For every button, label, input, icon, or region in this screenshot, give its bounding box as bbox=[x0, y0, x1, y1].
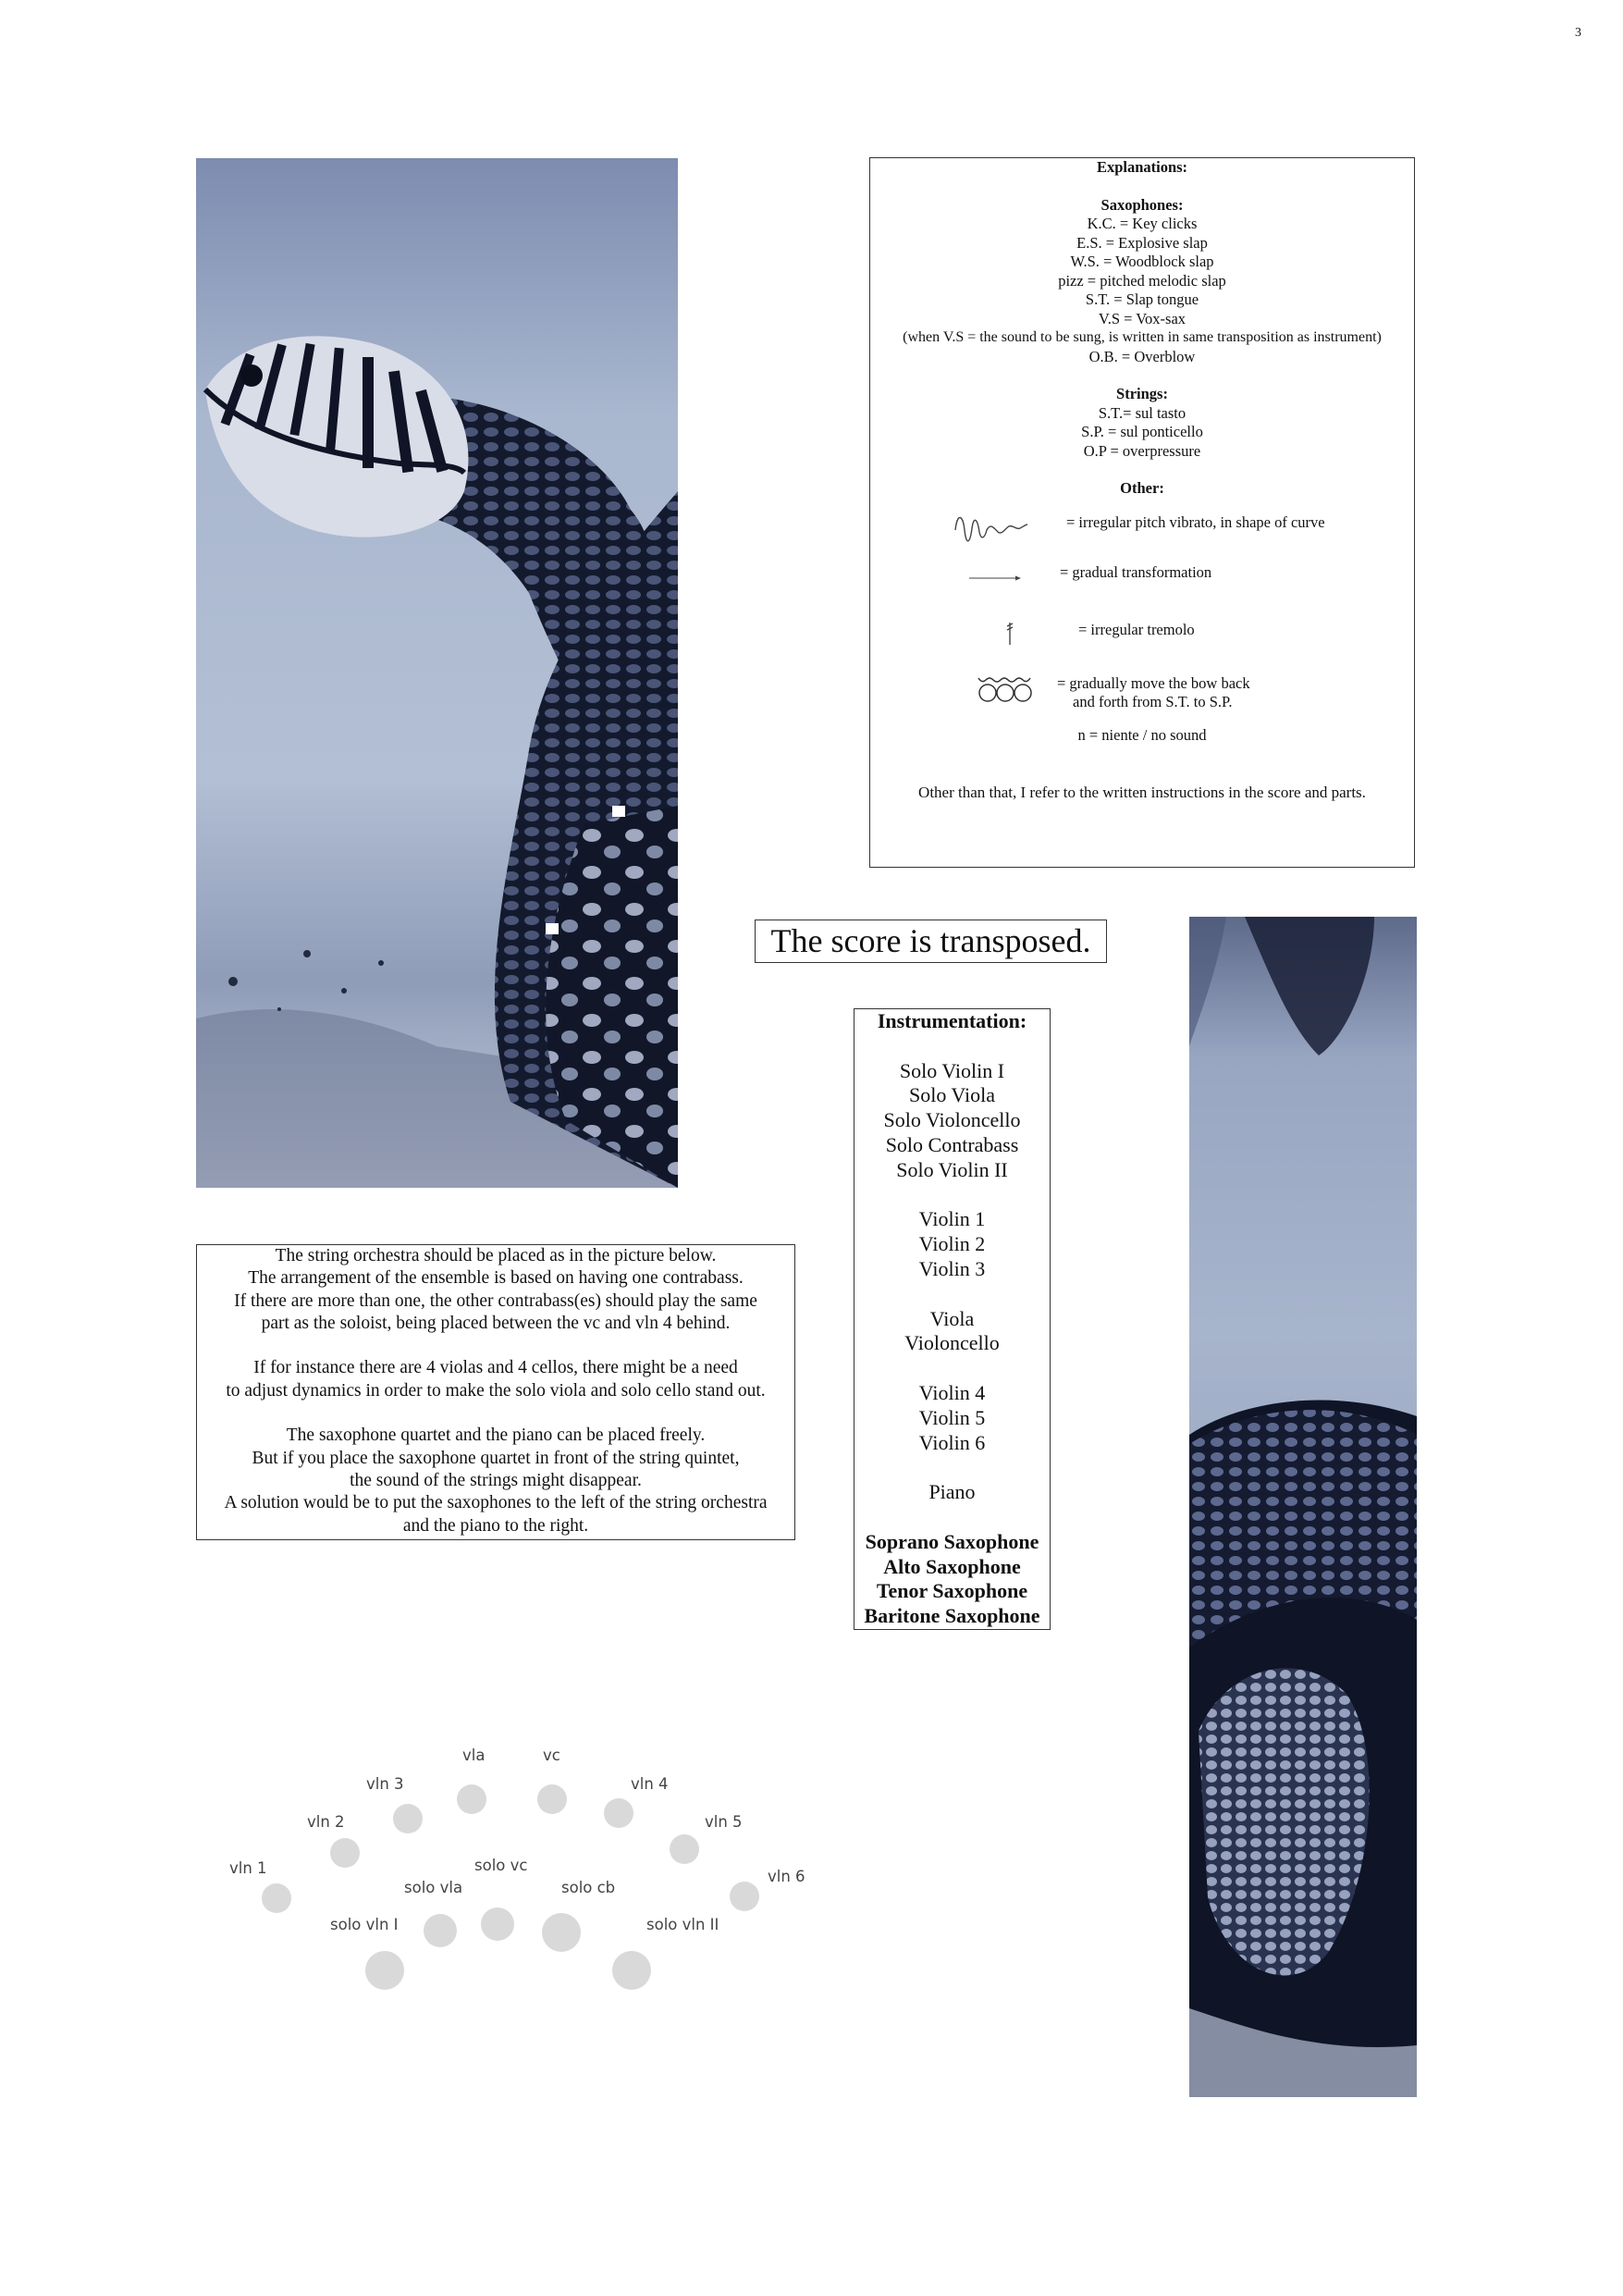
placement-line: If for instance there are 4 violas and 4 cellos, there might be a need bbox=[253, 1358, 738, 1378]
placement-line: to adjust dynamics in order to make the solo viola and solo cello stand out. bbox=[226, 1380, 766, 1401]
sax-item: E.S. = Explosive slap bbox=[1076, 233, 1208, 252]
sax-item: K.C. = Key clicks bbox=[1087, 215, 1198, 232]
symbol-row bbox=[870, 613, 1414, 671]
placement-line: and the piano to the right. bbox=[402, 1515, 589, 1536]
seat-vln6 bbox=[730, 1882, 759, 1911]
symbol-row bbox=[870, 499, 1414, 556]
instrumentation-title: Instrumentation: bbox=[877, 1009, 1027, 1032]
seat-label-solo-vln1: solo vln I bbox=[330, 1916, 399, 1933]
strings-item: S.P. = sul ponticello bbox=[1081, 423, 1203, 440]
saxophones-heading: Saxophones: bbox=[1100, 195, 1184, 214]
seat-solo-vc bbox=[481, 1907, 514, 1941]
seat-solo-vla bbox=[424, 1914, 457, 1947]
placement-line: The arrangement of the ensemble is based on having one contrabass. bbox=[248, 1268, 744, 1289]
sax-item: O.B. = Overblow bbox=[1088, 347, 1196, 365]
symbol-row bbox=[870, 671, 1414, 735]
seat-label-vln2: vln 2 bbox=[307, 1813, 345, 1831]
instrument-item: Solo Viola bbox=[908, 1083, 995, 1107]
explanations-footer: Other than that, I refer to the written instructions in the score and parts. bbox=[918, 784, 1366, 801]
strings-item: S.T.= sul tasto bbox=[1098, 403, 1187, 422]
transposed-notice: The score is transposed. bbox=[755, 920, 1107, 963]
seat-vln1 bbox=[262, 1883, 291, 1913]
vibrato-curve-icon bbox=[952, 510, 1029, 547]
instrument-item: Tenor Saxophone bbox=[876, 1579, 1028, 1603]
instrument-item: Violoncello bbox=[904, 1331, 1000, 1355]
symbol-text: = gradually move the bow back bbox=[1057, 673, 1250, 692]
symbol-row bbox=[870, 556, 1414, 613]
seat-solo-vln2 bbox=[612, 1951, 651, 1990]
arrow-icon bbox=[967, 573, 1023, 584]
strings-heading: Strings: bbox=[1116, 385, 1168, 402]
seat-label-vln4: vln 4 bbox=[631, 1775, 669, 1793]
instrument-item: Baritone Saxophone bbox=[864, 1604, 1040, 1628]
symbol-text: and forth from S.T. to S.P. bbox=[1073, 692, 1233, 710]
seat-vln2 bbox=[330, 1838, 360, 1868]
other-heading: Other: bbox=[1120, 479, 1164, 497]
instrument-item: Solo Violin I bbox=[899, 1058, 1005, 1082]
seat-vln5 bbox=[670, 1834, 699, 1864]
seat-vla bbox=[457, 1784, 486, 1814]
seating-diagram bbox=[208, 1739, 818, 2007]
seat-vc bbox=[537, 1784, 567, 1814]
instrument-item: Violin 6 bbox=[918, 1430, 986, 1454]
instrument-item: Violin 2 bbox=[918, 1232, 986, 1256]
placement-line: The string orchestra should be placed as in the picture below. bbox=[275, 1246, 717, 1265]
seat-label-solo-cb: solo cb bbox=[561, 1879, 616, 1896]
instrument-item: Violin 3 bbox=[918, 1256, 986, 1280]
seat-solo-vln1 bbox=[365, 1951, 404, 1990]
niente-text: n = niente / no sound bbox=[1077, 725, 1207, 744]
instrument-item: Solo Violin II bbox=[896, 1157, 1008, 1181]
instrument-item: Soprano Saxophone bbox=[865, 1529, 1039, 1553]
seat-label-vln6: vln 6 bbox=[768, 1868, 805, 1885]
instrument-item: Violin 5 bbox=[918, 1405, 986, 1429]
seat-vln4 bbox=[604, 1798, 633, 1828]
sax-item: pizz = pitched melodic slap bbox=[1058, 271, 1226, 290]
explanations-box bbox=[869, 157, 1415, 868]
sax-item: S.T. = Slap tongue bbox=[1085, 290, 1199, 308]
placement-line: the sound of the strings might disappear. bbox=[350, 1470, 642, 1490]
placement-line: If there are more than one, the other contrabass(es) should play the same bbox=[234, 1290, 757, 1311]
instrumentation-box bbox=[854, 1008, 1051, 1630]
strings-item: O.P = overpressure bbox=[1083, 441, 1201, 460]
placement-line: part as the soloist, being placed between the vc and vln 4 behind. bbox=[261, 1313, 731, 1333]
sax-item: W.S. = Woodblock slap bbox=[1070, 253, 1214, 270]
seat-label-vla: vla bbox=[462, 1747, 486, 1764]
seat-label-solo-vln2: solo vln II bbox=[646, 1916, 719, 1933]
seat-solo-cb bbox=[542, 1913, 581, 1952]
tremolo-icon bbox=[1005, 621, 1014, 647]
placement-line: The saxophone quartet and the piano can be placed freely. bbox=[286, 1426, 706, 1446]
seat-label-vc: vc bbox=[543, 1747, 560, 1764]
explanations-title: Explanations: bbox=[1096, 158, 1188, 176]
instrument-item: Piano bbox=[928, 1480, 976, 1504]
snake-photo-right bbox=[1189, 917, 1417, 2097]
seat-label-vln5: vln 5 bbox=[705, 1813, 743, 1831]
instrument-item: Solo Violoncello bbox=[883, 1108, 1021, 1132]
symbol-text: = irregular tremolo bbox=[1078, 620, 1195, 638]
snake-photo-top bbox=[196, 158, 678, 1188]
seat-label-solo-vla: solo vla bbox=[404, 1879, 463, 1896]
instrument-item: Solo Contrabass bbox=[885, 1132, 1019, 1156]
sax-item: (when V.S = the sound to be sung, is written in same transposition as instrument) bbox=[903, 329, 1382, 345]
seat-label-vln3: vln 3 bbox=[366, 1775, 404, 1793]
instrument-item: Alto Saxophone bbox=[883, 1554, 1021, 1578]
instrument-item: Violin 4 bbox=[918, 1380, 986, 1404]
page-number: 3 bbox=[1575, 26, 1581, 40]
symbol-text: = irregular pitch vibrato, in shape of curve bbox=[1066, 512, 1325, 531]
seat-vln3 bbox=[393, 1804, 423, 1833]
placement-line: But if you place the saxophone quartet in front of the string quintet, bbox=[252, 1448, 740, 1468]
symbol-text: = gradual transformation bbox=[1060, 562, 1212, 581]
placement-instructions-box bbox=[196, 1244, 795, 1540]
instrument-item: Violin 1 bbox=[918, 1207, 986, 1231]
sax-item: V.S = Vox-sax bbox=[1098, 309, 1187, 327]
placement-line: A solution would be to put the saxophones to the left of the string orchestra bbox=[224, 1493, 768, 1513]
seat-label-vln1: vln 1 bbox=[229, 1859, 267, 1877]
seat-label-solo-vc: solo vc bbox=[474, 1857, 528, 1874]
instrument-item: Viola bbox=[929, 1306, 975, 1330]
bow-circles-icon bbox=[977, 674, 1034, 704]
